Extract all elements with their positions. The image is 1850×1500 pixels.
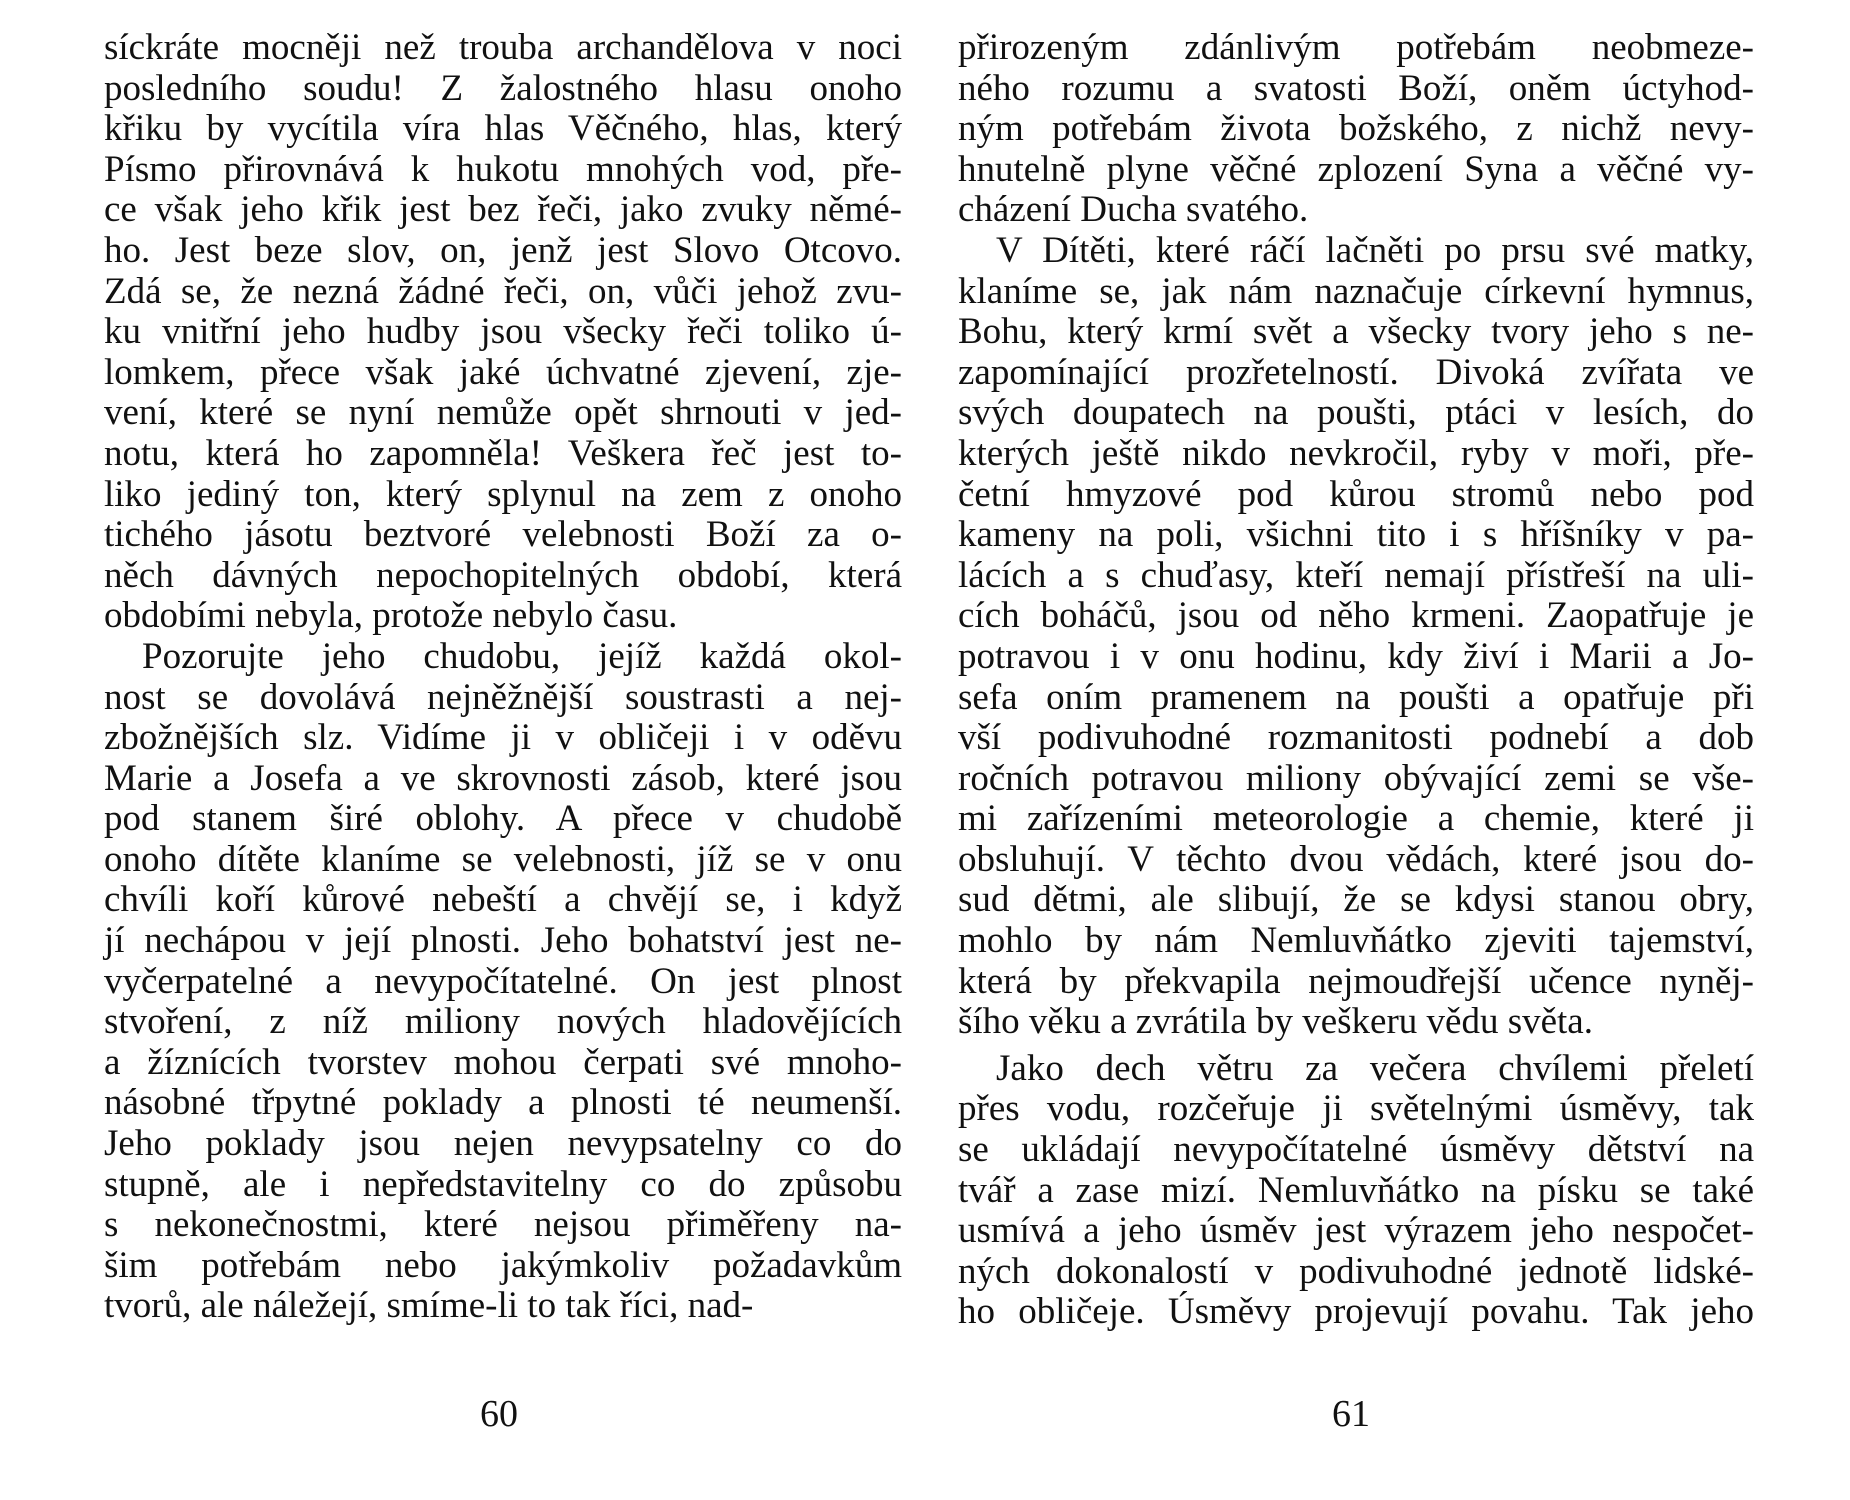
text-line: posledního soudu! Z žalostného hlasu onoho	[104, 67, 902, 109]
text-line: cích boháčů, jsou od něho krmeni. Zaopatřuje je	[958, 595, 1754, 637]
text-line: vší podivuhodné rozmanitosti podnebí a dob	[958, 717, 1754, 759]
text-line: jí nechápou v její plnosti. Jeho bohatství jest ne-	[104, 920, 902, 962]
text-line: lácích a s chuďasy, kteří nemají přístřeší na uli-	[958, 554, 1754, 596]
text-line: chvíli koří kůrové nebeští a chvějí se, i když	[104, 879, 902, 921]
text-line: ročních potravou miliony obývající zemi se vše-	[958, 757, 1754, 799]
text-line: cházení Ducha svatého.	[958, 189, 1309, 231]
text-line: Jeho poklady jsou nejen nevypsatelny co do	[104, 1123, 902, 1165]
text-line: ce však jeho křik jest bez řeči, jako zvuky němé-	[104, 189, 902, 231]
text-line: se ukládají nevypočítatelné úsměvy dětství na	[958, 1129, 1754, 1171]
text-line: a žíznících tvorstev mohou čerpati své mnoho-	[104, 1041, 902, 1083]
text-line: s nekonečnostmi, které nejsou přiměřeny na-	[104, 1204, 902, 1246]
text-line: svých doupatech na poušti, ptáci v lesích, do	[958, 392, 1754, 434]
text-line: kameny na poli, všichni tito i s hříšníky v pa-	[958, 514, 1754, 556]
text-line: šího věku a zvrátila by veškeru vědu světa.	[958, 1001, 1593, 1043]
text-line: křiku by vycítila víra hlas Věčného, hlas, který	[104, 108, 902, 150]
text-line: zbožnějších slz. Vidíme ji v obličeji i v oděvu	[104, 717, 902, 759]
page-61-text-column	[958, 28, 1754, 1333]
text-line: lomkem, přece však jaké úchvatné zjevení, zje-	[104, 351, 902, 393]
text-line: ho. Jest beze slov, on, jenž jest Slovo Otcovo.	[104, 229, 902, 271]
text-line: mohlo by nám Nemluvňátko zjeviti tajemství,	[958, 920, 1754, 962]
text-line: usmívá a jeho úsměv jest výrazem jeho nespočet-	[958, 1210, 1754, 1252]
text-line: přes vodu, rozčeřuje ji světelnými úsměvy, tak	[958, 1088, 1754, 1130]
page-60-text-column	[104, 28, 902, 1327]
text-line: liko jediný ton, který splynul na zem z onoho	[104, 473, 902, 515]
text-line: ného rozumu a svatosti Boží, oněm úctyhod-	[958, 67, 1754, 109]
text-line: ných dokonalostí v podivuhodné jednotě lidské-	[958, 1250, 1754, 1292]
text-line: Zdá se, že nezná žádné řeči, on, vůči jehož zvu-	[104, 270, 902, 312]
text-line: tichého jásotu beztvoré velebnosti Boží za o-	[104, 514, 902, 556]
text-line: sefa oním pramenem na poušti a opatřuje při	[958, 676, 1754, 718]
text-line: stupně, ale i nepředstavitelny co do způsobu	[104, 1163, 902, 1205]
text-line: ku vnitřní jeho hudby jsou všecky řeči toliko ú-	[104, 311, 902, 353]
text-line: obdobími nebyla, protože nebylo času.	[104, 595, 678, 637]
text-line: Marie a Josefa a ve skrovnosti zásob, které jsou	[104, 757, 902, 799]
text-line: vyčerpatelné a nevypočítatelné. On jest plnost	[104, 960, 902, 1002]
text-line: tvorů, ale náležejí, smíme-li to tak říci, nad-	[104, 1285, 754, 1327]
text-line: notu, která ho zapomněla! Veškera řeč jest to-	[104, 432, 902, 474]
text-line: mi zařízeními meteorologie a chemie, které ji	[958, 798, 1754, 840]
page-number-right: 61	[1332, 1393, 1370, 1435]
text-line: ným potřebám života božského, z nichž nevy-	[958, 108, 1754, 150]
text-line: pod stanem širé oblohy. A přece v chudobě	[104, 798, 902, 840]
text-line: zapomínající prozřetelností. Divoká zvířata ve	[958, 351, 1754, 393]
text-line: Písmo přirovnává k hukotu mnohých vod, pře-	[104, 148, 902, 190]
text-line: potravou i v onu hodinu, kdy živí i Marii a Jo-	[958, 635, 1754, 677]
text-line: hnutelně plyne věčné zplození Syna a věčné vy-	[958, 148, 1754, 190]
page-number-left: 60	[480, 1393, 518, 1435]
text-line: četní hmyzové pod kůrou stromů nebo pod	[958, 473, 1754, 515]
text-line: nost se dovolává nejněžnější soustrasti a nej-	[104, 676, 902, 718]
text-line: V Dítěti, které ráčí lačněti po prsu své matky,	[996, 229, 1754, 271]
text-line: přirozeným zdánlivým potřebám neobmeze-	[958, 27, 1754, 68]
text-line: Jako dech větru za večera chvílemi přeletí	[996, 1047, 1754, 1089]
text-line: něch dávných nepochopitelných období, která	[104, 554, 902, 596]
text-line: vení, které se nyní nemůže opět shrnouti v jed-	[104, 392, 902, 434]
text-line: tvář a zase mizí. Nemluvňátko na písku se také	[958, 1169, 1754, 1211]
text-line: sud dětmi, ale slibují, že se kdysi stanou obry,	[958, 879, 1754, 921]
text-line: násobné třpytné poklady a plnosti té neumenší.	[104, 1082, 902, 1124]
text-line: Pozorujte jeho chudobu, jejíž každá okol-	[142, 635, 902, 677]
text-line: šim potřebám nebo jakýmkoliv požadavkům	[104, 1244, 902, 1286]
text-line: kterých ještě nikdo nevkročil, ryby v moři, pře-	[958, 432, 1754, 474]
text-line: onoho dítěte klaníme se velebnosti, jíž se v onu	[104, 838, 902, 880]
text-line: klaníme se, jak nám naznačuje církevní hymnus,	[958, 270, 1754, 312]
text-line: stvoření, z níž miliony nových hladovějících	[104, 1001, 902, 1043]
text-line: Bohu, který krmí svět a všecky tvory jeho s ne-	[958, 311, 1754, 353]
text-line: obsluhují. V těchto dvou vědách, které jsou do-	[958, 838, 1754, 880]
text-line: síckráte mocněji než trouba archandělova v noci	[104, 27, 902, 68]
text-line: která by překvapila nejmoudřejší učence nyněj-	[958, 960, 1754, 1002]
text-line: ho obličeje. Úsměvy projevují povahu. Tak jeho	[958, 1291, 1754, 1333]
